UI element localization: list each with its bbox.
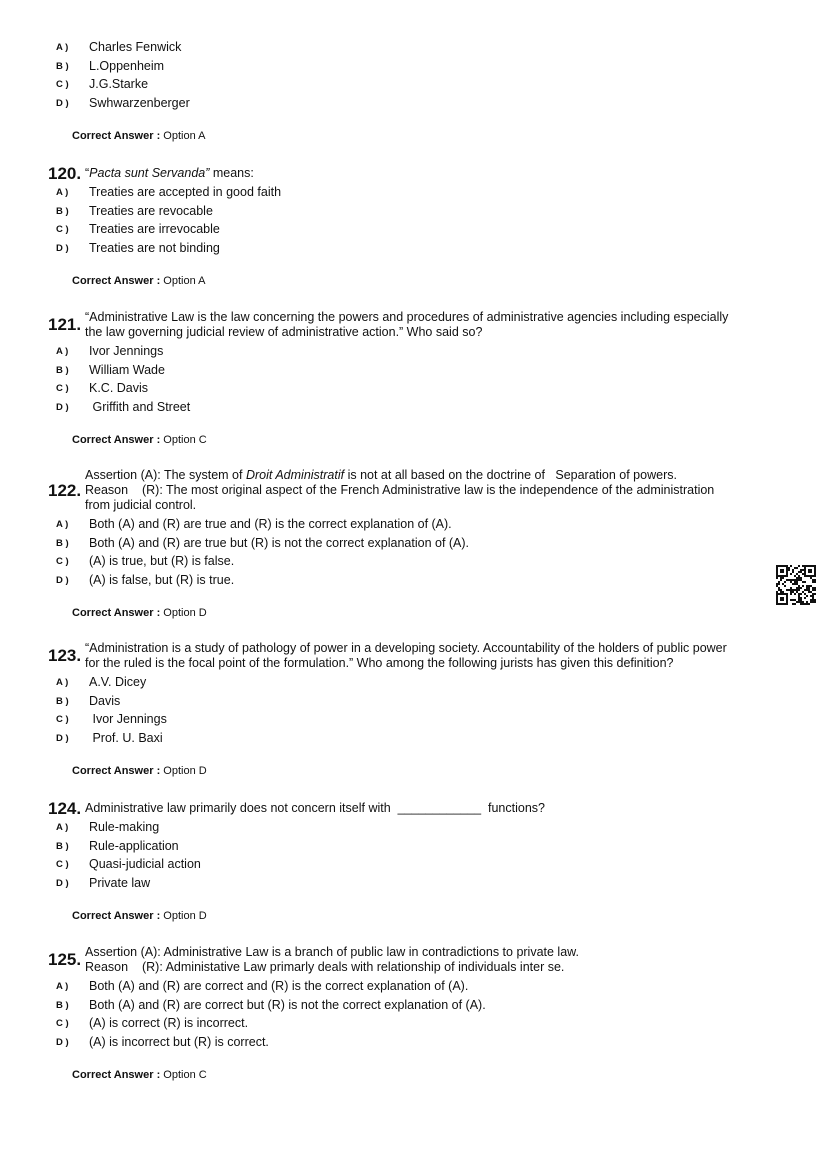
correct-answer-label: Correct Answer :	[72, 607, 161, 620]
option-letter: B )	[56, 537, 69, 549]
option-letter: A )	[56, 519, 69, 530]
option-text: (A) is incorrect but (R) is correct.	[89, 1034, 269, 1049]
option-text: Prof. U. Baxi	[89, 730, 163, 745]
question-number: 122.	[48, 480, 82, 500]
option-text: K.C. Davis	[89, 381, 149, 396]
text-segment: for the ruled is the focal point of the formulation.” Who among the following jurists has given this definition?	[85, 656, 674, 670]
correct-answer	[72, 764, 207, 778]
correct-answer-value: Option D	[163, 765, 207, 778]
text-segment: means:	[209, 166, 254, 180]
option-letter: A )	[56, 346, 69, 357]
question-text-line	[85, 945, 579, 960]
option-text: Swhwarzenberger	[89, 95, 190, 110]
option-text: Both (A) and (R) are true and (R) is the correct explanation of (A).	[89, 517, 452, 531]
option-letter: C )	[56, 859, 69, 871]
option-letter: D )	[56, 732, 69, 744]
option-letter: A )	[56, 187, 69, 198]
question-number: 123.	[48, 646, 82, 665]
text-segment: is not at all based on the doctrine of Separation of powers.	[344, 468, 677, 482]
question-text-line	[85, 325, 482, 340]
correct-answer-label: Correct Answer :	[72, 130, 161, 143]
option-letter: A )	[56, 981, 69, 992]
option-letter: C )	[56, 714, 69, 726]
option-letter: D )	[56, 401, 69, 413]
correct-answer-label: Correct Answer :	[72, 1069, 161, 1082]
question-text-line	[85, 310, 728, 325]
question-text-line	[85, 483, 714, 498]
option-text: Quasi-judicial action	[89, 857, 201, 872]
option-text: Private law	[89, 875, 151, 890]
question-text-line	[85, 641, 727, 656]
option-text: J.G.Starke	[89, 77, 149, 92]
option-letter: B )	[56, 60, 69, 72]
option-letter: C )	[56, 556, 69, 568]
question-number: 121.	[48, 315, 82, 334]
correct-answer-value: Option D	[163, 607, 207, 620]
correct-answer-label: Correct Answer :	[72, 765, 161, 778]
correct-answer	[72, 909, 207, 923]
option-letter: A )	[56, 42, 69, 53]
text-segment: Administrative law primarily does not concern itself with ____________ functions?	[85, 801, 545, 815]
correct-answer-value: Option A	[163, 130, 206, 143]
text-segment: “Administration is a study of pathology of power in a developing society. Accountability of the holders of public power	[85, 641, 727, 655]
option-letter: B )	[56, 364, 69, 376]
option-text: Ivor Jennings	[89, 712, 167, 727]
option-text: Both (A) and (R) are correct but (R) is not the correct explanation of (A).	[89, 997, 486, 1012]
correct-answer-label: Correct Answer :	[72, 434, 161, 447]
option-text: William Wade	[89, 362, 165, 377]
italic-term: Pacta sunt Servanda”	[89, 166, 210, 180]
option-text: (A) is false, but (R) is true.	[89, 572, 235, 587]
correct-answer-value: Option C	[163, 434, 207, 447]
option-letter: D )	[56, 1036, 69, 1048]
correct-answer-value: Option C	[163, 1069, 207, 1082]
option-text: L.Oppenheim	[89, 58, 165, 73]
option-letter: D )	[56, 877, 69, 889]
option-letter: C )	[56, 79, 69, 91]
text-segment: from judicial control.	[85, 498, 197, 512]
question-number: 120.	[48, 163, 82, 183]
option-letter: D )	[56, 242, 69, 254]
question-text-line	[85, 468, 677, 483]
option-text: Treaties are accepted in good faith	[89, 185, 282, 199]
question-text-line	[85, 960, 564, 975]
option-letter: B )	[56, 999, 69, 1011]
option-letter: B )	[56, 205, 69, 217]
option-text: Treaties are revocable	[89, 203, 213, 218]
correct-answer	[72, 1068, 207, 1082]
question-text-line	[85, 801, 545, 816]
question-text-line	[85, 656, 674, 671]
option-text: (A) is correct (R) is incorrect.	[89, 1016, 249, 1031]
correct-answer-label: Correct Answer :	[72, 910, 161, 923]
text-segment: Assertion (A): Administrative Law is a branch of public law in contradictions to private law.	[85, 945, 579, 959]
option-letter: C )	[56, 1018, 69, 1030]
correct-answer	[72, 274, 206, 288]
text-segment: Assertion (A): The system of	[85, 468, 246, 482]
correct-answer	[72, 129, 206, 143]
text-segment: the law governing judicial review of administrative action.” Who said so?	[85, 325, 483, 339]
text-segment: Reason (R): The most original aspect of the French Administrative law is the independence of the administration	[85, 483, 715, 497]
option-text: Griffith and Street	[89, 399, 191, 414]
question-text-line	[85, 166, 254, 181]
italic-term: Droit Administratif	[245, 468, 345, 482]
option-letter: D )	[56, 97, 69, 109]
option-text: Rule-application	[89, 838, 179, 853]
option-letter: C )	[56, 383, 69, 395]
option-text: Charles Fenwick	[89, 40, 182, 54]
option-letter: D )	[56, 574, 69, 586]
option-letter: A )	[56, 822, 69, 833]
correct-answer-value: Option A	[163, 275, 206, 288]
option-text: Treaties are not binding	[89, 240, 220, 255]
question-number: 124.	[48, 798, 82, 818]
option-text: Ivor Jennings	[89, 344, 164, 358]
question-number: 125.	[48, 950, 82, 969]
option-letter: A )	[56, 677, 69, 688]
text-segment: “Administrative Law is the law concerning the powers and procedures of administrative agencies including especially	[85, 310, 729, 324]
correct-answer-label: Correct Answer :	[72, 275, 161, 288]
option-letter: B )	[56, 695, 69, 707]
option-text: Rule-making	[89, 820, 160, 834]
qr-code-image	[776, 565, 816, 605]
option-text: (A) is true, but (R) is false.	[89, 554, 235, 569]
question-text-line	[85, 498, 196, 513]
option-letter: C )	[56, 224, 69, 236]
correct-answer-value: Option D	[163, 910, 207, 923]
option-text: Davis	[89, 693, 121, 708]
correct-answer	[72, 606, 207, 620]
option-text: Both (A) and (R) are correct and (R) is the correct explanation of (A).	[89, 979, 469, 993]
text-segment: “	[85, 166, 90, 180]
text-segment: Reason (R): Administative Law primarly deals with relationship of individuals inter se.	[85, 960, 565, 974]
option-text: Both (A) and (R) are true but (R) is not the correct explanation of (A).	[89, 535, 470, 550]
option-letter: B )	[56, 840, 69, 852]
option-text: A.V. Dicey	[89, 675, 147, 689]
option-text: Treaties are irrevocable	[89, 222, 220, 237]
correct-answer	[72, 433, 207, 447]
